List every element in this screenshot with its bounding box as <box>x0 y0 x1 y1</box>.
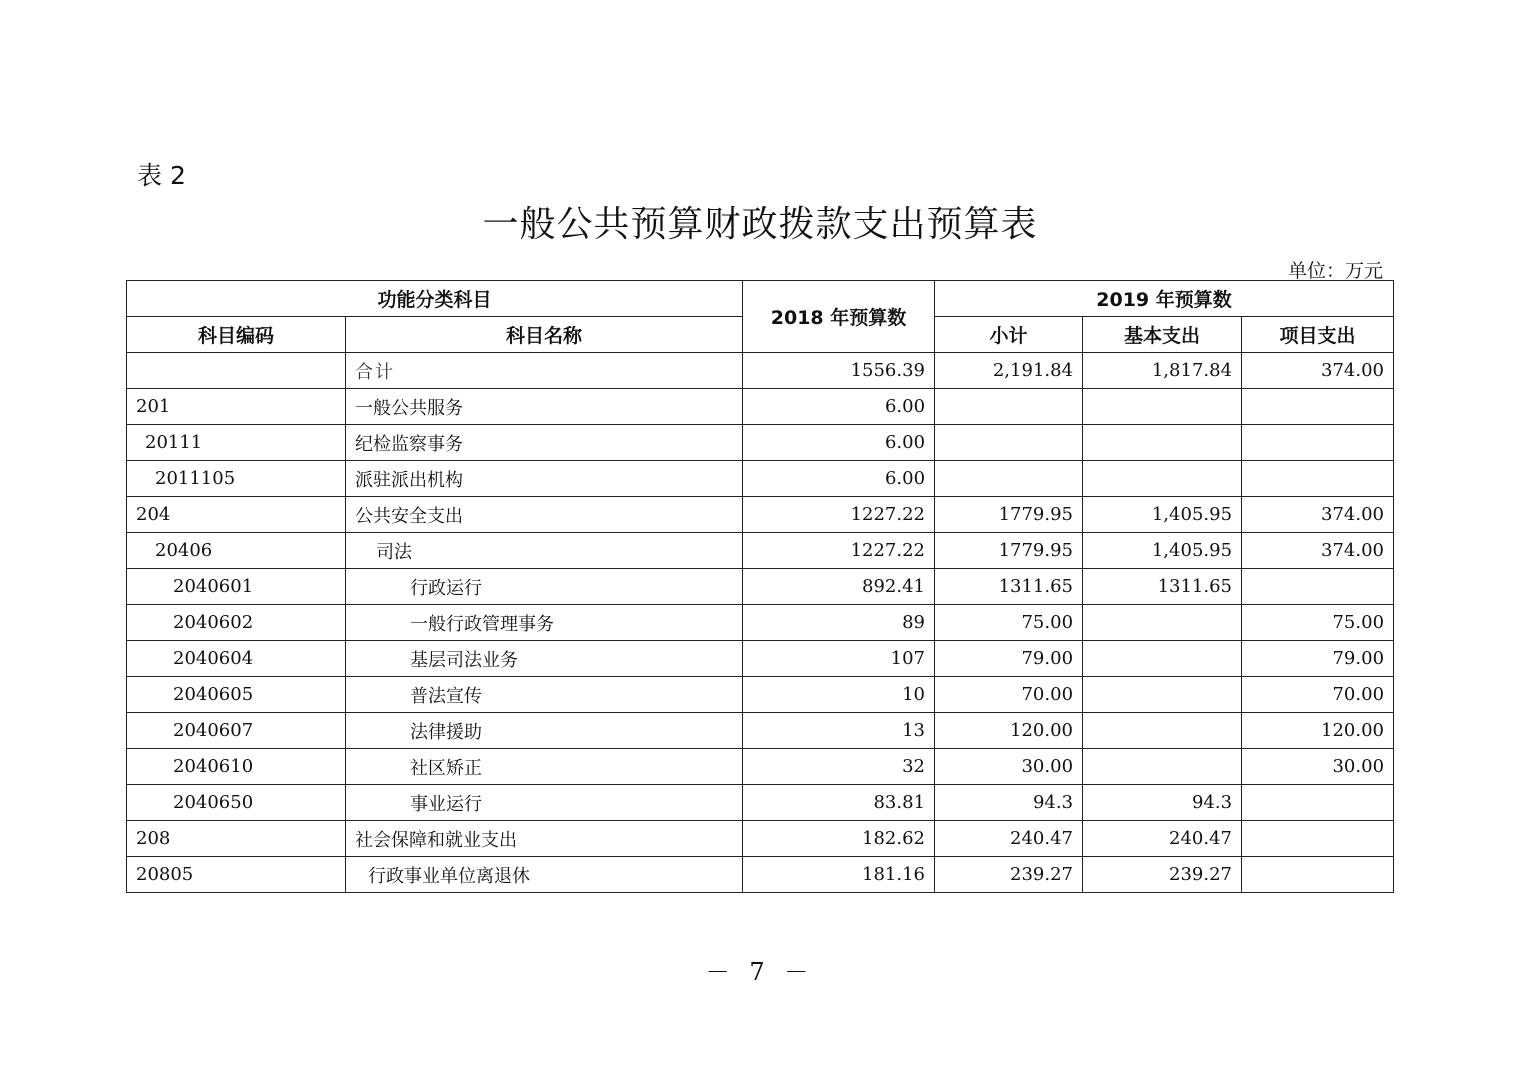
row-budget-2018: 182.62 <box>743 821 935 857</box>
row-name: 社区矫正 <box>346 749 743 785</box>
table-row <box>127 389 1394 425</box>
row-budget-2018: 1556.39 <box>743 353 935 389</box>
row-subtotal: 94.3 <box>935 785 1083 821</box>
row-code: 20111 <box>127 425 346 461</box>
row-project <box>1242 821 1394 857</box>
row-project: 30.00 <box>1242 749 1394 785</box>
row-project: 79.00 <box>1242 641 1394 677</box>
row-name: 普法宣传 <box>346 677 743 713</box>
row-code: 20406 <box>127 533 346 569</box>
row-basic <box>1083 461 1242 497</box>
row-budget-2018: 6.00 <box>743 461 935 497</box>
table-row <box>127 677 1394 713</box>
row-project <box>1242 785 1394 821</box>
row-budget-2018: 892.41 <box>743 569 935 605</box>
unit-label: 单位：万元 <box>1287 260 1383 282</box>
table-row <box>127 425 1394 461</box>
row-project <box>1242 857 1394 893</box>
budget-table <box>126 280 1394 893</box>
row-code: 2040605 <box>127 677 346 713</box>
row-project: 75.00 <box>1242 605 1394 641</box>
header-basic: 基本支出 <box>1083 317 1242 353</box>
row-code: 2040607 <box>127 713 346 749</box>
row-budget-2018: 181.16 <box>743 857 935 893</box>
row-subtotal: 1779.95 <box>935 533 1083 569</box>
row-code: 208 <box>127 821 346 857</box>
row-project: 374.00 <box>1242 533 1394 569</box>
row-basic <box>1083 605 1242 641</box>
row-subtotal: 2,191.84 <box>935 353 1083 389</box>
row-basic <box>1083 677 1242 713</box>
row-subtotal <box>935 461 1083 497</box>
table-row <box>127 533 1394 569</box>
row-subtotal: 75.00 <box>935 605 1083 641</box>
row-basic <box>1083 641 1242 677</box>
row-project: 374.00 <box>1242 353 1394 389</box>
row-code <box>127 353 346 389</box>
table-row <box>127 821 1394 857</box>
row-code: 2040601 <box>127 569 346 605</box>
row-code: 2011105 <box>127 461 346 497</box>
row-subtotal: 240.47 <box>935 821 1083 857</box>
row-basic: 1,405.95 <box>1083 533 1242 569</box>
row-basic: 1311.65 <box>1083 569 1242 605</box>
row-name: 纪检监察事务 <box>346 425 743 461</box>
row-project <box>1242 425 1394 461</box>
row-name: 一般公共服务 <box>346 389 743 425</box>
header-subtotal: 小计 <box>935 317 1083 353</box>
row-budget-2018: 1227.22 <box>743 533 935 569</box>
row-budget-2018: 13 <box>743 713 935 749</box>
row-code: 2040604 <box>127 641 346 677</box>
row-code: 201 <box>127 389 346 425</box>
row-name: 公共安全支出 <box>346 497 743 533</box>
row-budget-2018: 107 <box>743 641 935 677</box>
row-code: 204 <box>127 497 346 533</box>
row-code: 2040610 <box>127 749 346 785</box>
row-name: 行政事业单位离退休 <box>346 857 743 893</box>
row-budget-2018: 32 <box>743 749 935 785</box>
row-subtotal: 30.00 <box>935 749 1083 785</box>
row-basic: 240.47 <box>1083 821 1242 857</box>
row-project: 70.00 <box>1242 677 1394 713</box>
row-subtotal: 239.27 <box>935 857 1083 893</box>
row-subtotal <box>935 425 1083 461</box>
row-budget-2018: 83.81 <box>743 785 935 821</box>
row-budget-2018: 10 <box>743 677 935 713</box>
header-budget-2019: 2019 年预算数 <box>935 281 1394 317</box>
row-project <box>1242 569 1394 605</box>
row-name: 法律援助 <box>346 713 743 749</box>
row-name: 社会保障和就业支出 <box>346 821 743 857</box>
header-function-class: 功能分类科目 <box>127 281 743 317</box>
row-name: 行政运行 <box>346 569 743 605</box>
table-row <box>127 785 1394 821</box>
row-basic <box>1083 713 1242 749</box>
table-row <box>127 641 1394 677</box>
row-code: 2040602 <box>127 605 346 641</box>
row-name: 司法 <box>346 533 743 569</box>
row-project <box>1242 461 1394 497</box>
row-basic: 239.27 <box>1083 857 1242 893</box>
document-title: 一般公共预算财政拨款支出预算表 <box>482 204 1038 245</box>
row-name: 事业运行 <box>346 785 743 821</box>
row-subtotal <box>935 389 1083 425</box>
row-basic: 94.3 <box>1083 785 1242 821</box>
row-code: 20805 <box>127 857 346 893</box>
row-basic: 1,405.95 <box>1083 497 1242 533</box>
row-budget-2018: 6.00 <box>743 425 935 461</box>
row-name: 派驻派出机构 <box>346 461 743 497</box>
row-budget-2018: 6.00 <box>743 389 935 425</box>
row-subtotal: 70.00 <box>935 677 1083 713</box>
row-name: 一般行政管理事务 <box>346 605 743 641</box>
table-row <box>127 569 1394 605</box>
row-basic <box>1083 425 1242 461</box>
row-name: 合计 <box>346 353 743 389</box>
table-row <box>127 605 1394 641</box>
row-subtotal: 1779.95 <box>935 497 1083 533</box>
header-row-1 <box>127 281 1394 317</box>
row-budget-2018: 1227.22 <box>743 497 935 533</box>
header-budget-2018: 2018 年预算数 <box>743 281 935 353</box>
row-basic <box>1083 749 1242 785</box>
row-budget-2018: 89 <box>743 605 935 641</box>
row-basic <box>1083 389 1242 425</box>
row-code: 2040650 <box>127 785 346 821</box>
header-project: 项目支出 <box>1242 317 1394 353</box>
row-subtotal: 120.00 <box>935 713 1083 749</box>
row-basic: 1,817.84 <box>1083 353 1242 389</box>
row-project <box>1242 389 1394 425</box>
row-project: 374.00 <box>1242 497 1394 533</box>
table-row <box>127 461 1394 497</box>
table-label: 表 2 <box>137 161 186 190</box>
row-subtotal: 1311.65 <box>935 569 1083 605</box>
table-row-total <box>127 353 1394 389</box>
table-row <box>127 857 1394 893</box>
page-number: － 7 － <box>705 958 815 986</box>
header-name: 科目名称 <box>346 317 743 353</box>
table-row <box>127 713 1394 749</box>
table-row <box>127 497 1394 533</box>
header-code: 科目编码 <box>127 317 346 353</box>
row-name: 基层司法业务 <box>346 641 743 677</box>
table-row <box>127 749 1394 785</box>
row-project: 120.00 <box>1242 713 1394 749</box>
row-subtotal: 79.00 <box>935 641 1083 677</box>
